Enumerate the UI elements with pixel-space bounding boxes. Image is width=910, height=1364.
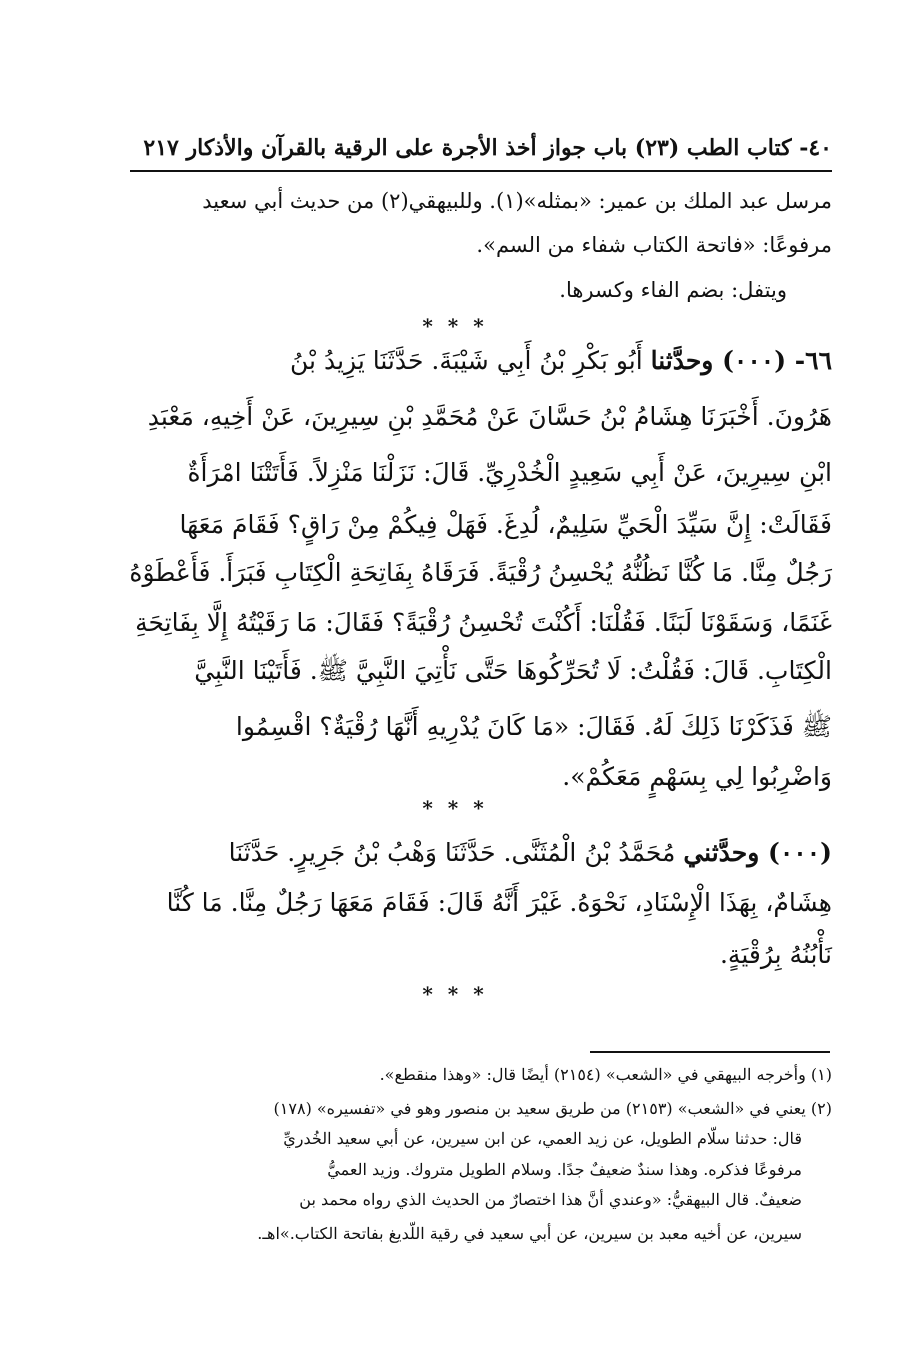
footnote-1: (١) وأخرجه البيهقي في «الشعب» (٢١٥٤) أيضًا قال: «وهذا منقطع».: [379, 1065, 832, 1084]
hadith-line: غَنَمًا، وَسَقَوْنَا لَبَنًا. فَقُلْنَا: أَكُنْتَ تُحْسِنُ رُقْيَةً؟ فَقَالَ: مَا رَقَيْتُهُ إِلَّا بِفَاتِحَةِ: [135, 608, 832, 637]
footnote-rule: [590, 1051, 830, 1053]
hadith-line: رَجُلٌ مِنَّا. مَا كُنَّا نَظُنُّهُ يُحْسِنُ رُقْيَةً. فَرَقَاهُ بِفَاتِحَةِ الْكِتَابِ فَبَرَأَ. فَأَعْطَوْهُ: [129, 558, 832, 587]
intro-line-1: مرسل عبد الملك بن عمير: «بمثله»(١). وللبيهقي(٢) من حديث أبي سعيد: [202, 189, 832, 213]
hadith-text: مُحَمَّدُ بْنُ الْمُثَنَّى. حَدَّثَنَا وَهْبُ بْنُ جَرِيرٍ. حَدَّثَنَا: [228, 838, 676, 867]
hadith-line: وَاضْرِبُوا لِي بِسَهْمٍ مَعَكُمْ».: [562, 762, 832, 791]
running-header: ٤٠- كتاب الطب (٢٣) باب جواز أخذ الأجرة على الرقية بالقرآن والأذكار ٢١٧: [143, 135, 832, 161]
hadith-line: الْكِتَابِ. قَالَ: فَقُلْتُ: لَا تُحَرِّكُوهَا حَتَّى نَأْتِيَ النَّبِيَّ ﷺ. فَأَتَيْنَا النَّبِيَّ: [194, 656, 832, 685]
hadith-line: [130, 834, 832, 872]
hadith-line: ﷺ فَذَكَرْنَا ذَلِكَ لَهُ. فَقَالَ: «مَا كَانَ يُدْرِيهِ أَنَّهَا رُقْيَةٌ؟ اقْسِمُوا: [235, 712, 832, 741]
hadith-line: ابْنِ سِيرِينَ، عَنْ أَبِي سَعِيدٍ الْخُدْرِيِّ. قَالَ: نَزَلْنَا مَنْزِلاً. فَأَتَتْنَا امْرَأَةٌ: [187, 458, 832, 487]
hadith-line: فَقَالَتْ: إِنَّ سَيِّدَ الْحَيِّ سَلِيمٌ، لُدِغَ. فَهَلْ فِيكُمْ مِنْ رَاقٍ؟ فَقَامَ مَعَهَا: [179, 510, 832, 539]
hadith-number-lead: (٠٠٠) وحدَّثني: [683, 838, 832, 867]
footnote-2-line: ضعيفٌ. قال البيهقيُّ: «وعندي أنَّ هذا اختصارٌ من الحديث الذي رواه محمد بن: [299, 1190, 802, 1209]
hadith-line: هَرُونَ. أَخْبَرَنَا هِشَامُ بْنُ حَسَّانَ عَنْ مُحَمَّدِ بْنِ سِيرِينَ، عَنْ أَخِيهِ، مَعْبَدِ: [147, 402, 832, 431]
separator-stars: * * *: [422, 796, 488, 820]
intro-line-3: ويتفل: بضم الفاء وكسرها.: [559, 278, 787, 302]
header-rule: [130, 170, 832, 172]
footnote-2-line: مرفوعًا فذكره. وهذا سندٌ ضعيفٌ جدًا. وسلام الطويل متروك. وزيد العميُّ: [327, 1160, 802, 1179]
hadith-line: هِشَامٌ، بِهَذَا الْإِسْنَادِ، نَحْوَهُ. غَيْرَ أَنَّهُ قَالَ: فَقَامَ مَعَهَا رَجُلٌ مِنَّا. مَا كُنَّا: [166, 888, 832, 917]
hadith-text: أَبُو بَكْرِ بْنُ أَبِي شَيْبَةَ. حَدَّثَنَا يَزِيدُ بْنُ: [290, 346, 643, 375]
separator-stars: * * *: [422, 314, 488, 338]
footnote-2-line: سيرين، عن أخيه معبد بن سيرين، عن أبي سعيد في رقية اللّديغ بفاتحة الكتاب.»اهـ.: [257, 1224, 802, 1243]
hadith-number-lead: ٦٦- (٠٠٠) وحدَّثنا: [650, 346, 832, 375]
separator-stars: * * *: [422, 982, 488, 1006]
hadith-line: [130, 342, 832, 380]
footnote-2-line: قال: حدثنا سلّام الطويل، عن زيد العمي، عن ابن سيرين، عن أبي سعيد الخُدريِّ: [283, 1129, 802, 1148]
hadith-line: نَأْبُنُهُ بِرُقْيَةٍ.: [719, 940, 832, 969]
footnote-2: (٢) يعني في «الشعب» (٢١٥٣) من طريق سعيد بن منصور وهو في «تفسيره» (١٧٨): [273, 1099, 832, 1118]
intro-line-2: مرفوعًا: «فاتحة الكتاب شفاء من السم».: [476, 233, 832, 257]
